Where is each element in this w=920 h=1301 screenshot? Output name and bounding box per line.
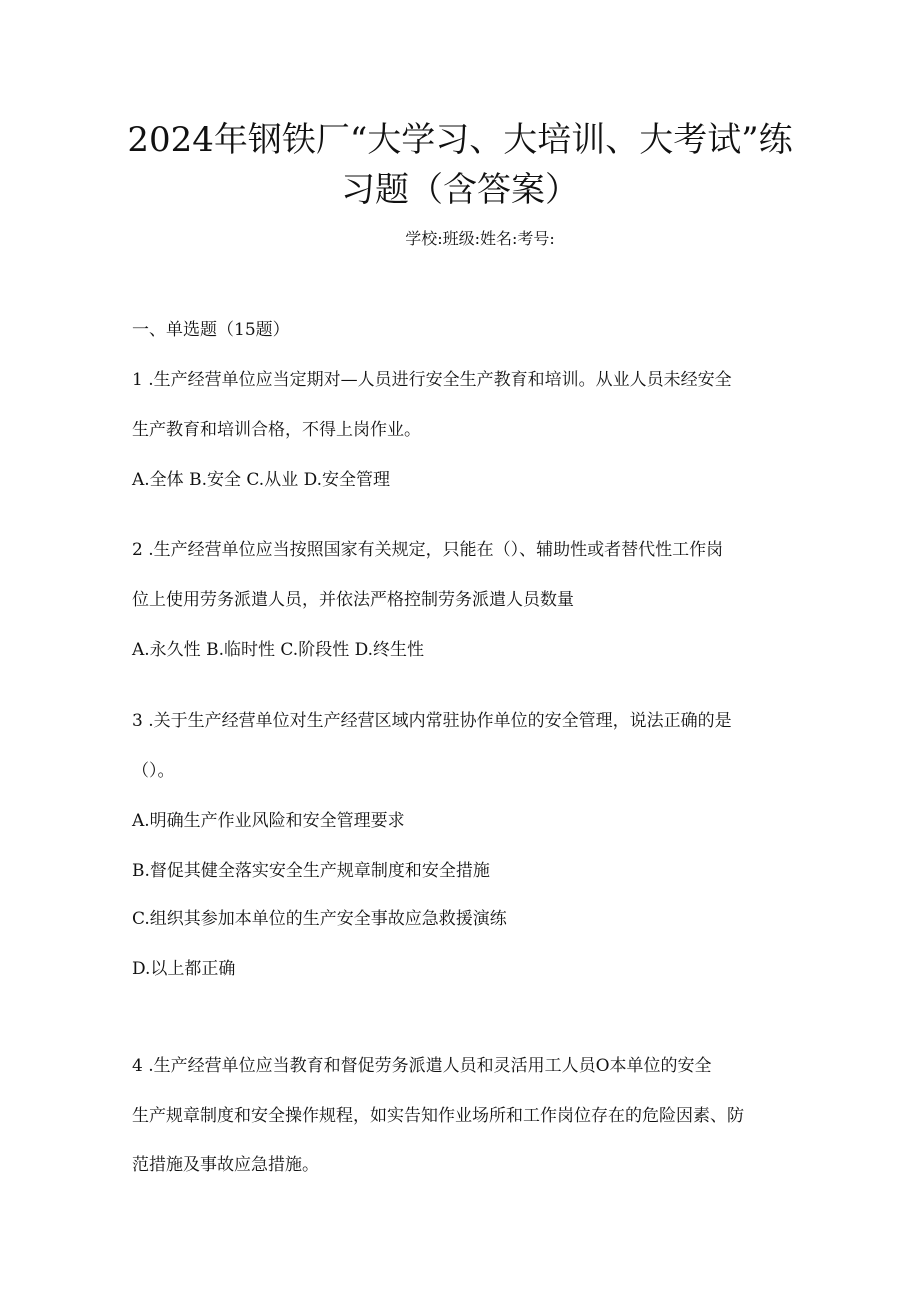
question-4-line-3: 范措施及事故应急措施。 <box>132 1155 319 1175</box>
question-2-line-2: 位上使用劳务派遣人员，并依法严格控制劳务派遣人员数量 <box>132 590 574 610</box>
student-info-line: 学校:班级:姓名:考号: <box>405 229 555 248</box>
question-1-line-1: 1 .生产经营单位应当定期对—人员进行安全生产教育和培训。从业人员未经安全 <box>132 370 732 390</box>
question-1-line-2: 生产教育和培训合格，不得上岗作业。 <box>132 420 421 440</box>
question-3-line-1: 3 .关于生产经营单位对生产经营区域内常驻协作单位的安全管理，说法正确的是 <box>132 711 732 731</box>
question-3-option-b: B.督促其健全落实安全生产规章制度和安全措施 <box>132 861 490 881</box>
document-title-line-1: 2024年钢铁厂“大学习、大培训、大考试”练 <box>127 120 793 160</box>
document-title-line-2: 习题（含答案） <box>341 170 579 210</box>
question-3-option-d: D.以上都正确 <box>132 959 236 979</box>
question-1-options: A.全体 B.安全 C.从业 D.安全管理 <box>132 470 391 490</box>
question-3-option-a: A.明确生产作业风险和安全管理要求 <box>132 811 405 831</box>
question-4-line-2: 生产规章制度和安全操作规程，如实告知作业场所和工作岗位存在的危险因素、防 <box>132 1106 744 1126</box>
section-heading: 一、单选题（15题） <box>132 320 290 340</box>
question-2-options: A.永久性 B.临时性 C.阶段性 D.终生性 <box>132 640 425 660</box>
question-3-line-2: （）。 <box>132 761 175 781</box>
question-2-line-1: 2 .生产经营单位应当按照国家有关规定，只能在（）、辅助性或者替代性工作岗 <box>132 540 724 560</box>
question-3-option-c: C.组织其参加本单位的生产安全事故应急救援演练 <box>132 909 507 929</box>
question-4-line-1: 4 .生产经营单位应当教育和督促劳务派遣人员和灵活用工人员O本单位的安全 <box>132 1056 712 1076</box>
